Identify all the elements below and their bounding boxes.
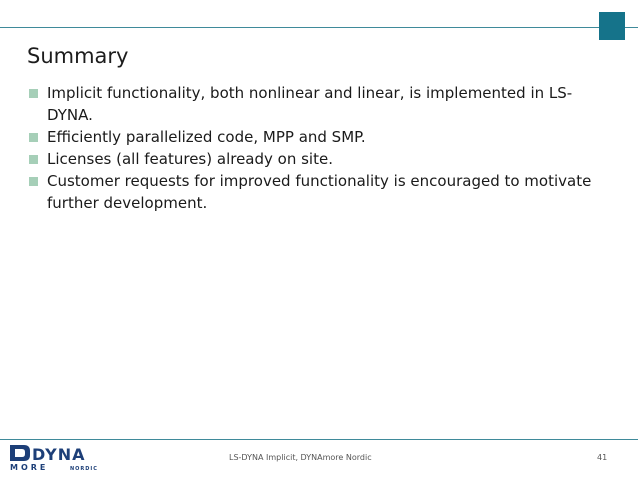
square-bullet-icon: [29, 177, 38, 186]
logo-word-top: DYNA: [32, 445, 86, 464]
header-rule: [0, 27, 638, 28]
bullet-text: Customer requests for improved functionality is encouraged to motivate further development.: [47, 172, 592, 212]
bullet-text: Implicit functionality, both nonlinear and linear, is implemented in LS-DYNA.: [47, 84, 573, 124]
bullet-item: [28, 170, 618, 214]
page-number: 41: [597, 453, 608, 462]
square-bullet-icon: [29, 155, 38, 164]
dynamore-nordic-logo: [8, 442, 112, 472]
square-bullet-icon: [29, 89, 38, 98]
accent-square: [599, 12, 625, 40]
bullet-text: Efficiently parallelized code, MPP and SMP.: [47, 128, 366, 146]
bullet-text: Licenses (all features) already on site.: [47, 150, 333, 168]
bullet-list: [28, 82, 618, 214]
bullet-item: [28, 126, 618, 148]
logo-mark-inner: [15, 449, 25, 457]
bullet-item: [28, 82, 618, 126]
square-bullet-icon: [29, 133, 38, 142]
bullet-item: [28, 148, 618, 170]
logo-word-bottom: MORE: [10, 463, 49, 472]
slide-title: Summary: [27, 44, 129, 68]
footer-text: LS-DYNA Implicit, DYNAmore Nordic: [229, 453, 372, 462]
logo-word-small: NORDIC: [70, 466, 98, 472]
footer-rule: [0, 439, 638, 440]
